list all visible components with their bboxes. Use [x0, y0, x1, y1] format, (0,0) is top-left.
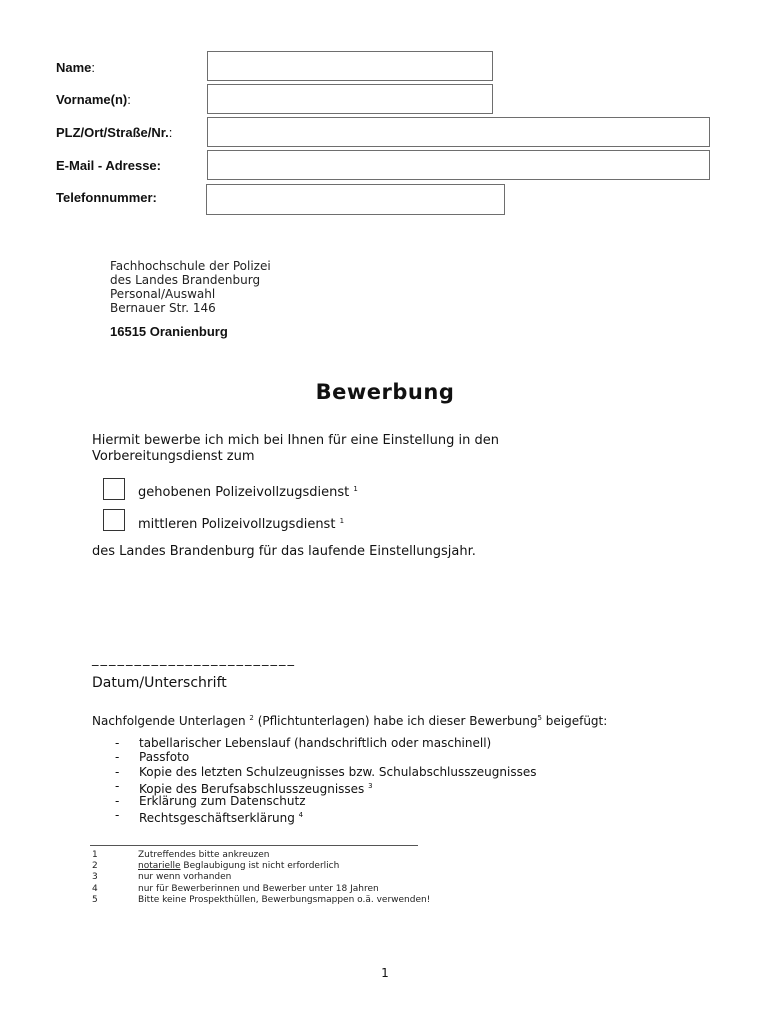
list-bullet: - [115, 793, 120, 808]
documents-intro: Nachfolgende Unterlagen $^2$ (Pflichtunterlagen) habe ich dieser Bewerbung$^5$ beigefügt: [92, 714, 608, 728]
vorname-label: Vorname(n): [56, 92, 131, 107]
intro-text: Hiermit bewerbe ich mich bei Ihnen für eine Einstellung in den Vorbereitungsdienst zum [92, 433, 499, 464]
list-bullet: - [115, 779, 120, 794]
option-gehobener-dienst-label: gehobenen Polizeivollzugsdienst $^1$ [138, 485, 358, 500]
footnote: 1 Zutreffendes bitte ankreuzen [92, 850, 270, 860]
list-item: - Passfoto [115, 750, 190, 765]
name-label: Name: [56, 60, 96, 75]
recipient-city: 16515 Oranienburg [110, 324, 228, 339]
address-line: Bernauer Str. 146 [110, 301, 216, 315]
signature-label: Datum/Unterschrift [92, 675, 227, 691]
address-line: des Landes Brandenburg [110, 273, 261, 287]
adresse-field[interactable] [207, 117, 710, 147]
list-item: - Erklärung zum Datenschutz [115, 793, 306, 808]
page-number: 1 [381, 966, 389, 980]
footnote: 4 nur für Bewerberinnen und Bewerber unter 18 Jahren [92, 883, 379, 894]
checkbox-gehobener-dienst[interactable] [103, 478, 125, 500]
telefon-label: Telefonnummer: [56, 190, 157, 205]
documents-list [115, 736, 615, 825]
list-bullet: - [115, 750, 120, 765]
list-item: - tabellarischer Lebenslauf (handschriftlich oder maschinell) [115, 736, 492, 750]
address-line: Personal/Auswahl [110, 287, 216, 301]
list-bullet: - [115, 764, 120, 779]
footnote: 5 Bitte keine Prospekthüllen, Bewerbungsmappen o.ä. verwenden! [92, 894, 431, 905]
list-bullet: - [115, 807, 120, 822]
footnotes [92, 850, 512, 906]
list-item: - Kopie des Berufsabschlusszeugnisses $^3$ [115, 779, 373, 797]
closing-text: des Landes Brandenburg für das laufende Einstellungsjahr. [92, 544, 476, 559]
list-bullet: - [115, 736, 120, 750]
vorname-field[interactable] [207, 84, 493, 114]
email-label: E-Mail - Adresse: [56, 158, 161, 173]
option-mittlerer-dienst-label: mittleren Polizeivollzugsdienst $^1$ [138, 517, 345, 532]
recipient-address [110, 259, 271, 315]
footnote: 3 nur wenn vorhanden [92, 872, 232, 883]
name-field[interactable] [207, 51, 493, 81]
address-line: Fachhochschule der Polizei [110, 259, 271, 273]
telefon-field[interactable] [206, 184, 505, 215]
email-field[interactable] [207, 150, 710, 180]
signature-line: ________________________ [92, 652, 296, 667]
footnote-separator [90, 845, 418, 846]
checkbox-mittlerer-dienst[interactable] [103, 509, 125, 531]
list-item: - Rechtsgeschäftserklärung $^4$ [115, 807, 304, 825]
adresse-label: PLZ/Ort/Straße/Nr.: [56, 125, 173, 140]
footnote: 2 notarielle Beglaubigung ist nicht erforderlich [92, 861, 340, 872]
page-title: Bewerbung [315, 380, 455, 404]
list-item: - Kopie des letzten Schulzeugnisses bzw. Schulabschlusszeugnisses [115, 764, 537, 779]
